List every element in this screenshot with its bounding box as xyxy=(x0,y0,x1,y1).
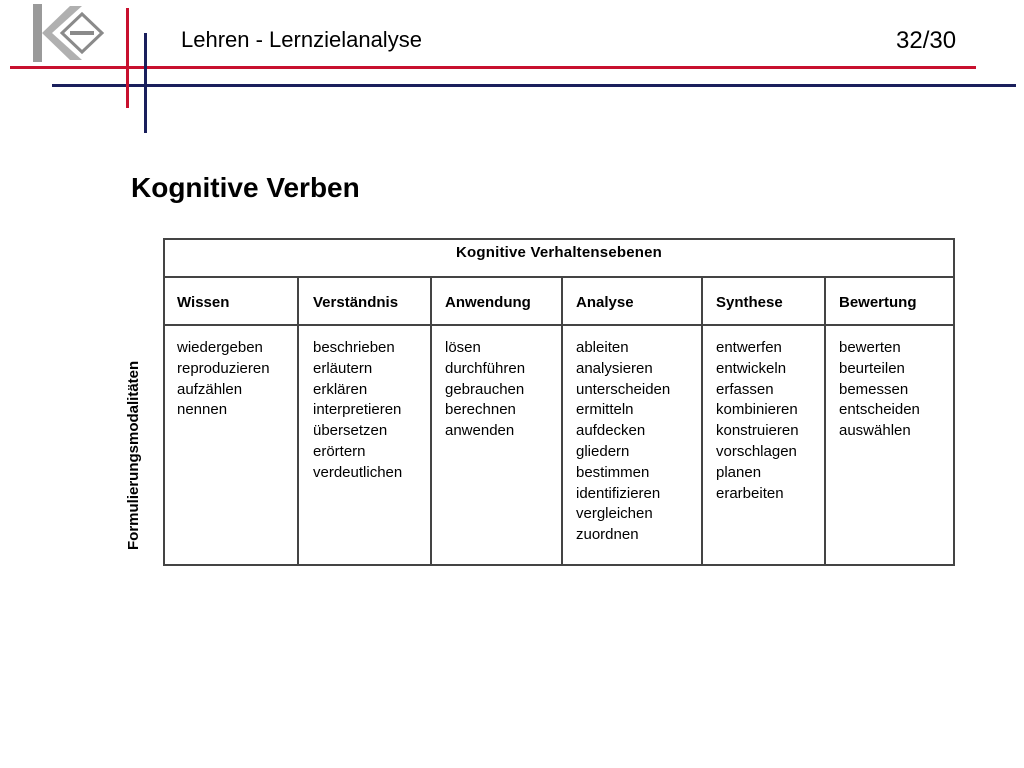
verbs-column-synthese xyxy=(716,338,799,504)
column-header-verstaendnis: Verständnis xyxy=(313,294,399,311)
verb-item: zuordnen xyxy=(576,526,639,544)
column-header-analyse: Analyse xyxy=(576,294,634,311)
verbs-column-analyse xyxy=(576,338,670,546)
verb-item: vorschlagen xyxy=(716,442,797,460)
verbs-column-wissen xyxy=(177,338,270,421)
verb-item: nennen xyxy=(177,401,228,419)
verb-item: übersetzen xyxy=(313,422,388,440)
column-header-synthese: Synthese xyxy=(716,294,783,311)
page-number: 32/30 xyxy=(896,27,957,54)
verb-item: ableiten xyxy=(576,339,629,356)
verb-item: erörtern xyxy=(313,442,366,460)
header-title: Lehren - Lernzielanalyse xyxy=(181,27,422,52)
verb-item: analysieren xyxy=(576,359,653,377)
table-left-border xyxy=(163,238,165,566)
verb-item: reproduzieren xyxy=(177,359,270,377)
verb-item: vergleichen xyxy=(576,505,653,523)
verb-item: gliedern xyxy=(576,442,630,460)
column-divider xyxy=(430,276,432,566)
table-caption: Kognitive Verhaltensebenen xyxy=(455,244,663,261)
verb-item: aufzählen xyxy=(177,380,243,398)
row-label-vertical: Formulierungsmodalitäten xyxy=(125,360,142,550)
verb-item: entwickeln xyxy=(716,359,787,377)
verb-item: erfassen xyxy=(716,380,774,398)
table-header-divider xyxy=(163,324,955,326)
verb-item: planen xyxy=(716,463,762,481)
column-divider xyxy=(701,276,703,566)
slide-title: Kognitive Verben xyxy=(131,172,360,203)
verb-item: entscheiden xyxy=(839,401,920,419)
column-divider xyxy=(297,276,299,566)
verb-item: unterscheiden xyxy=(576,380,671,398)
column-divider xyxy=(561,276,563,566)
verb-item: verdeutlichen xyxy=(313,463,403,481)
verbs-column-verstaendnis xyxy=(313,338,402,484)
verb-item: erarbeiten xyxy=(716,484,784,502)
table-bottom-border xyxy=(163,564,955,566)
column-header-anwendung: Anwendung xyxy=(445,294,531,311)
verb-item: identifizieren xyxy=(576,484,661,502)
verbs-column-anwendung xyxy=(445,338,525,442)
table-right-border xyxy=(953,238,955,566)
verb-item: konstruieren xyxy=(716,422,799,440)
verb-item: wiedergeben xyxy=(177,339,263,356)
verb-item: bemessen xyxy=(839,380,909,398)
verb-item: bewerten xyxy=(839,339,901,356)
red-vertical-line xyxy=(126,8,129,108)
verb-item: ermitteln xyxy=(576,401,634,419)
red-divider-line xyxy=(10,66,976,69)
table-caption-divider xyxy=(163,276,955,278)
verb-item: anwenden xyxy=(445,422,515,440)
column-divider xyxy=(824,276,826,566)
verb-item: aufdecken xyxy=(576,422,646,440)
verb-item: lösen xyxy=(445,339,481,356)
verb-item: gebrauchen xyxy=(445,380,525,398)
verb-item: berechnen xyxy=(445,401,516,419)
blue-vertical-line xyxy=(144,33,147,133)
column-header-wissen: Wissen xyxy=(177,294,230,311)
verb-item: bestimmen xyxy=(576,463,650,481)
verb-item: beurteilen xyxy=(839,359,905,377)
ke-logo-icon xyxy=(30,2,105,64)
verb-item: kombinieren xyxy=(716,401,798,419)
verb-item: interpretieren xyxy=(313,401,402,419)
verb-item: auswählen xyxy=(839,422,911,440)
verb-item: entwerfen xyxy=(716,339,782,356)
verbs-table xyxy=(163,238,955,566)
verb-item: durchführen xyxy=(445,359,526,377)
table-top-border xyxy=(163,238,955,240)
blue-divider-line xyxy=(52,84,1016,87)
verbs-column-bewertung xyxy=(839,338,920,442)
verb-item: erläutern xyxy=(313,359,373,377)
verb-item: beschrieben xyxy=(313,339,395,356)
verb-item: erklären xyxy=(313,380,368,398)
column-header-bewertung: Bewertung xyxy=(839,294,917,311)
